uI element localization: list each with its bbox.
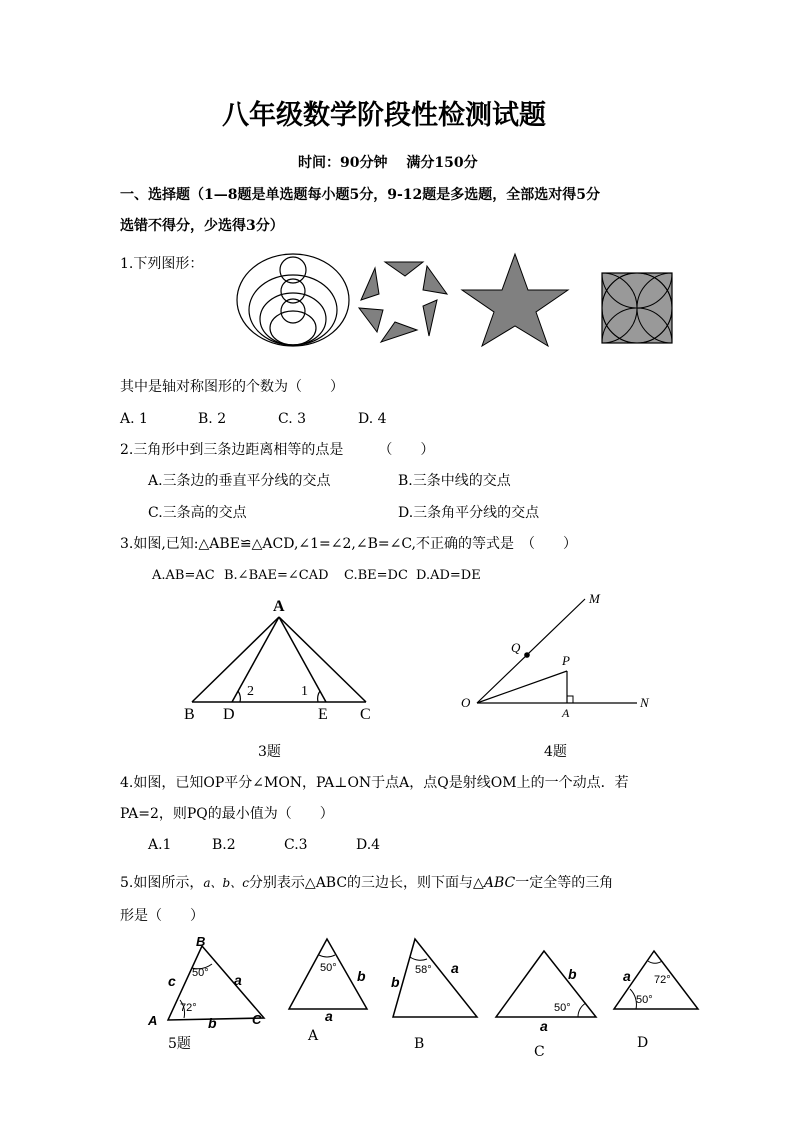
q2-stem: 2.三角形中到三条边距离相等的点是 （ ） — [120, 442, 435, 458]
q5-ref-label-b-side: b — [208, 1015, 217, 1031]
q5-a-side-b: b — [357, 968, 366, 984]
q3-option-a: A.AB=AC — [152, 568, 215, 583]
q5-ref-label-c-side: c — [168, 973, 176, 989]
q3-caption: 3题 — [258, 744, 281, 760]
q5-stem-part2: 分别表示△ABC的三边长，则下面与△ — [248, 875, 484, 891]
q5-b-angle: 58° — [415, 964, 432, 976]
q5-c-angle: 50° — [554, 1002, 571, 1014]
q5-ref-angle-a: 72° — [180, 1002, 197, 1014]
q3-stem: 3.如图,已知:△ABE≌△ACD,∠1=∠2,∠B=∠C,不正确的等式是 （ ） — [120, 536, 578, 552]
section-heading: 一、选择题（1—8题是单选题每小题5分，9-12题是多选题，全部选对得5分 — [120, 187, 600, 203]
q1-option-a: A. 1 — [120, 411, 148, 427]
q4-stem-line2: PA=2，则PQ的最小值为（ ） — [120, 806, 334, 822]
q3-label-c: C — [360, 706, 371, 723]
q3-label-angle1: 1 — [301, 684, 308, 699]
q2-option-a: A.三条边的垂直平分线的交点 — [148, 473, 331, 489]
q5-ref-caption: 5题 — [168, 1036, 191, 1052]
q5-ref-label-c: C — [252, 1012, 262, 1027]
q5-a-side-a: a — [325, 1008, 333, 1024]
q5-stem-part1: 5.如图所示， — [120, 875, 204, 891]
q3-label-a: A — [273, 598, 285, 615]
q3-option-d: D.AD=DE — [416, 568, 481, 583]
q5-choice-a-label: A — [308, 1028, 319, 1044]
q5-b-side-a: a — [451, 960, 459, 976]
q5-stem-part3: 一定全等的三角 — [515, 875, 614, 891]
q4-label-o: O — [461, 695, 471, 710]
q4-label-q: Q — [511, 640, 521, 655]
q4-figure-angle — [455, 585, 655, 725]
q5-ref-label-a: A — [148, 1013, 158, 1028]
q4-stem-line1: 4.如图，已知OP平分∠MON，PA⊥ON于点A，点Q是射线OM上的一个动点．若 — [120, 775, 629, 791]
q5-b-side-b: b — [391, 974, 400, 990]
q5-ref-label-a-side: a — [234, 972, 242, 988]
q5-choice-c-label: C — [534, 1044, 545, 1060]
q4-option-b: B.2 — [212, 837, 236, 853]
q1-option-b: B. 2 — [198, 411, 227, 427]
page-title: 八年级数学阶段性检测试题 — [222, 100, 546, 131]
q5-c-side-a: a — [540, 1018, 548, 1034]
q3-figure-triangle — [180, 595, 380, 725]
q5-ref-angle-b: 50° — [192, 967, 209, 979]
q5-choice-d-triangle — [610, 945, 702, 1017]
q1-option-d: D. 4 — [358, 411, 387, 427]
q5-ref-label-b: B — [196, 934, 206, 949]
q1-question: 其中是轴对称图形的个数为（ ） — [120, 379, 344, 395]
q4-option-a: A.1 — [148, 837, 172, 853]
q5-stem-line2: 形是（ ） — [120, 908, 204, 924]
q3-label-angle2: 2 — [247, 684, 254, 699]
q5-choice-d-label: D — [637, 1035, 649, 1051]
q1-option-c: C. 3 — [278, 411, 307, 427]
q3-label-e: E — [318, 706, 328, 723]
q4-option-d: D.4 — [356, 837, 381, 853]
q4-label-p: P — [562, 653, 570, 668]
q1-stem: 1.下列图形： — [120, 256, 204, 272]
q2-option-c: C.三条高的交点 — [148, 505, 247, 521]
q1-figure-star — [460, 252, 570, 346]
q5-stem-line1 — [120, 873, 613, 893]
q5-reference-triangle — [146, 932, 276, 1032]
q1-figure-square-petals — [601, 272, 673, 344]
q4-caption: 4题 — [544, 744, 567, 760]
q5-c-side-b: b — [568, 966, 577, 982]
q5-stem-abc: ABC — [483, 875, 516, 891]
exam-time-score: 时间：90分钟 满分150分 — [298, 155, 478, 171]
q4-label-a: A — [562, 706, 570, 720]
q4-label-n: N — [640, 695, 649, 710]
q5-choice-b-label: B — [414, 1036, 425, 1052]
q5-choice-c-triangle — [492, 945, 607, 1037]
q3-option-c: C.BE=DC — [344, 568, 408, 583]
q5-d-angle-top: 72° — [654, 974, 671, 986]
q5-d-side-a: a — [623, 968, 631, 984]
q4-option-c: C.3 — [284, 837, 308, 853]
q5-stem-vars: a、b、c — [203, 876, 249, 890]
q3-label-b: B — [184, 706, 195, 723]
q3-label-d: D — [223, 706, 235, 723]
q2-option-b: B.三条中线的交点 — [398, 473, 511, 489]
q5-choice-b-triangle — [385, 935, 485, 1025]
q2-option-d: D.三条角平分线的交点 — [398, 505, 540, 521]
q1-figure-nested-ellipses — [236, 252, 351, 348]
q4-label-m: M — [589, 591, 600, 606]
q1-figure-rotating-triangles — [357, 260, 449, 344]
q5-d-angle-bottom: 50° — [636, 994, 653, 1006]
q5-choice-a-triangle — [285, 935, 375, 1025]
q5-a-angle: 50° — [320, 962, 337, 974]
q3-option-b: B.∠BAE=∠CAD — [224, 568, 329, 583]
section-heading-cont: 选错不得分，少选得3分） — [120, 218, 284, 234]
